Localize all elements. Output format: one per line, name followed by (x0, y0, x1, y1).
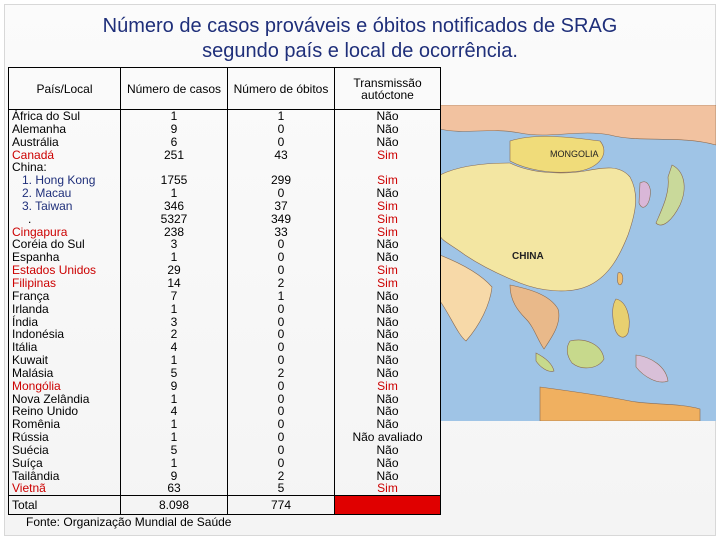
row-deaths-cell: 1 (277, 109, 285, 123)
row-country-cell: 2. Macau (22, 186, 72, 201)
row-transmission-cell: Não avaliado (352, 430, 423, 445)
title-line-1: Número de casos prováveis e óbitos notificados de SRAG (102, 15, 618, 37)
row-country-cell: Indonésia (12, 327, 65, 342)
row-cases-cell: 3 (170, 314, 178, 329)
deaths-column (228, 110, 335, 496)
row-country-cell: Kuwait (12, 353, 49, 368)
row-country-cell: Nova Zelândia (12, 391, 90, 406)
row-transmission-cell: Sim (377, 211, 398, 226)
row-cases-cell: 5 (170, 442, 178, 457)
row-country-cell: Cingapura (12, 224, 68, 239)
row-deaths-cell: 0 (277, 301, 285, 316)
row-country-cell: Espanha (12, 250, 60, 265)
country-column (9, 110, 121, 496)
header-transmission: Transmissão autóctone (335, 68, 441, 110)
row-country-cell: Suécia (12, 442, 49, 457)
row-deaths-cell: 0 (277, 455, 285, 470)
row-country-cell: Canadá (12, 147, 55, 162)
row-transmission-cell: Sim (377, 378, 398, 393)
row-deaths-cell: 0 (277, 391, 285, 406)
map-label-china: CHINA (512, 251, 544, 262)
row-deaths-cell: 0 (277, 186, 285, 201)
row-cases-cell: 4 (170, 404, 178, 419)
row-transmission-cell: Não (376, 134, 399, 149)
row-transmission-cell: Não (376, 468, 399, 483)
total-label: Total (9, 496, 121, 515)
row-cases-cell: 3 (170, 237, 178, 252)
row-cases-cell: 5 (170, 365, 178, 380)
asia-map (440, 105, 716, 421)
row-transmission-cell: Não (376, 340, 399, 355)
row-transmission-cell: Não (376, 250, 399, 265)
row-deaths-cell: 0 (277, 417, 285, 432)
row-transmission-cell: Sim (377, 263, 398, 278)
row-transmission-cell: Não (376, 186, 399, 201)
row-transmission-cell: Sim (377, 173, 398, 188)
row-deaths-cell: 1 (277, 288, 285, 303)
row-cases-cell: 2 (170, 327, 178, 342)
row-deaths-cell: 2 (277, 365, 285, 380)
row-deaths-cell: 0 (277, 378, 285, 393)
slide-title (0, 14, 720, 64)
row-deaths-cell: 33 (274, 224, 288, 239)
row-country-cell: Vietnã (12, 481, 46, 496)
row-transmission-cell: Sim (377, 224, 398, 239)
row-country-cell: Romênia (12, 417, 61, 432)
row-transmission-cell: Sim (377, 481, 398, 496)
total-cases: 8.098 (121, 496, 228, 515)
row-deaths-cell: 2 (277, 468, 285, 483)
total-deaths: 774 (228, 496, 335, 515)
row-cases-cell: 238 (163, 224, 185, 239)
map-label-mongolia: MONGOLIA (550, 149, 599, 159)
row-cases-cell: 1 (170, 186, 178, 201)
transmission-column (335, 110, 441, 496)
row-country-cell: Suíça (12, 455, 43, 470)
row-deaths-cell: 0 (277, 404, 285, 419)
row-cases-cell: 1 (170, 430, 178, 445)
row-country-cell: Itália (12, 340, 38, 355)
row-deaths-cell: 349 (270, 211, 292, 226)
row-transmission-cell: Sim (377, 275, 398, 290)
row-deaths-cell: 0 (277, 340, 285, 355)
row-transmission-cell: Não (376, 442, 399, 457)
row-deaths-cell: 0 (277, 250, 285, 265)
row-cases-cell: 9 (170, 468, 178, 483)
header-country: País/Local (9, 68, 121, 110)
row-country-cell: Rússia (12, 430, 49, 445)
row-country-cell: Tailândia (12, 468, 60, 483)
row-deaths-cell: 2 (277, 275, 285, 290)
row-transmission-cell: Não (376, 417, 399, 432)
row-cases-cell: 9 (170, 378, 178, 393)
row-country-cell: China: (12, 160, 47, 175)
row-cases-cell: 1 (170, 455, 178, 470)
row-cases-cell: 7 (170, 288, 178, 303)
row-transmission-cell: Não (376, 327, 399, 342)
row-cases-cell: 1 (170, 250, 178, 265)
row-country-cell: Malásia (12, 365, 54, 380)
row-transmission-cell: Não (376, 109, 399, 123)
row-country-cell: Índia (12, 314, 39, 329)
row-cases-cell: 6 (170, 134, 178, 149)
title-line-2: segundo país e local de ocorrência. (202, 40, 518, 62)
row-country-cell: Filipinas (12, 275, 57, 290)
row-transmission-cell: Não (376, 288, 399, 303)
row-deaths-cell: 299 (270, 173, 292, 188)
row-cases-cell: 9 (170, 121, 178, 136)
row-transmission-cell: Não (376, 455, 399, 470)
row-country-cell: Coréia do Sul (12, 237, 85, 252)
row-transmission-cell: Sim (377, 198, 398, 213)
row-deaths-cell: 37 (274, 198, 288, 213)
row-cases-cell: 1 (170, 417, 178, 432)
table-total-row (9, 496, 441, 515)
row-cases-cell: 14 (167, 275, 181, 290)
header-cases: Número de casos (121, 68, 228, 110)
row-transmission-cell: Não (376, 237, 399, 252)
row-cases-cell: 1 (170, 301, 178, 316)
row-transmission-cell: Não (376, 404, 399, 419)
row-deaths-cell: 0 (277, 327, 285, 342)
header-deaths: Número de óbitos (228, 68, 335, 110)
table-body-row (9, 110, 441, 496)
row-cases-cell: 251 (163, 147, 185, 162)
row-country-cell: Alemanha (12, 121, 67, 136)
row-transmission-cell: Não (376, 391, 399, 406)
cases-column (121, 110, 228, 496)
source-note: Fonte: Organização Mundial de Saúde (26, 515, 232, 529)
row-country-cell: África do Sul (12, 109, 81, 123)
row-country-cell: . (28, 211, 32, 226)
row-deaths-cell: 0 (277, 263, 285, 278)
row-cases-cell: 1 (170, 353, 178, 368)
row-transmission-cell: Sim (377, 147, 398, 162)
row-deaths-cell: 0 (277, 237, 285, 252)
row-deaths-cell: 5 (277, 481, 285, 496)
row-cases-cell: 1 (170, 109, 178, 123)
row-deaths-cell: 43 (274, 147, 288, 162)
row-transmission-cell: Não (376, 353, 399, 368)
row-transmission-cell: Não (376, 314, 399, 329)
row-country-cell: 1. Hong Kong (22, 173, 96, 188)
asia-map-graphic (440, 105, 716, 421)
row-cases-cell: 29 (167, 263, 181, 278)
table-header-row (9, 68, 441, 110)
row-deaths-cell: 0 (277, 442, 285, 457)
row-cases-cell: 346 (163, 198, 185, 213)
row-country-cell: Irlanda (12, 301, 49, 316)
sars-table (8, 67, 441, 515)
row-country-cell: Estados Unidos (12, 263, 97, 278)
row-deaths-cell: 0 (277, 134, 285, 149)
row-cases-cell: 1755 (160, 173, 188, 188)
row-transmission-cell: Não (376, 121, 399, 136)
row-cases-cell: 1 (170, 391, 178, 406)
row-deaths-cell: 0 (277, 314, 285, 329)
row-cases-cell: 5327 (160, 211, 188, 226)
row-country-cell: Reino Unido (12, 404, 79, 419)
row-transmission-cell: Não (376, 301, 399, 316)
row-country-cell: França (12, 288, 50, 303)
row-deaths-cell: 0 (277, 353, 285, 368)
row-country-cell: Mongólia (12, 378, 61, 393)
row-country-cell: 3. Taiwan (22, 198, 73, 213)
row-cases-cell: 4 (170, 340, 178, 355)
row-deaths-cell: 0 (277, 430, 285, 445)
row-deaths-cell: 0 (277, 121, 285, 136)
total-transmission-cell (335, 496, 441, 515)
row-cases-cell: 63 (167, 481, 181, 496)
row-country-cell: Austrália (12, 134, 59, 149)
row-transmission-cell: Não (376, 365, 399, 380)
